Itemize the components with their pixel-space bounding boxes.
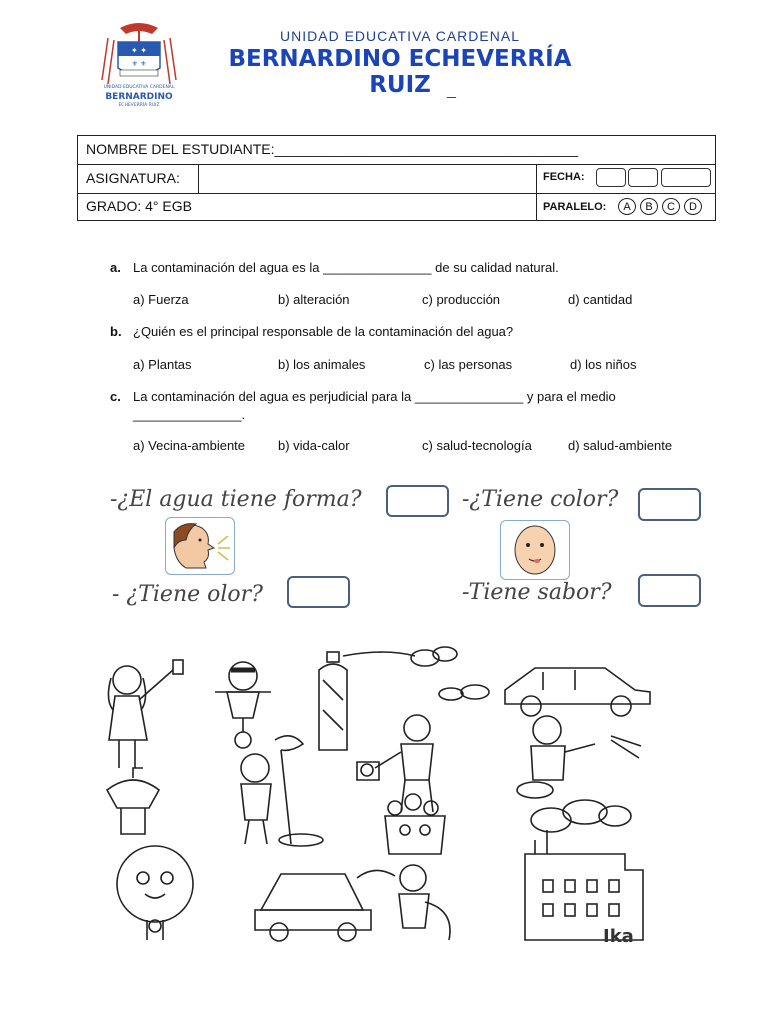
- paralelo-option-d[interactable]: D: [684, 198, 702, 215]
- boy-watering-can-figure: [357, 715, 433, 812]
- question-a-letter: a.: [110, 260, 121, 275]
- school-type: UNIDAD EDUCATIVA CARDENAL: [280, 28, 520, 44]
- girl-light-switch-figure: [108, 660, 183, 768]
- question-b-option-a[interactable]: a) Plantas: [133, 357, 192, 372]
- pollution-illustration: [95, 640, 675, 950]
- row-nombre: [78, 136, 715, 165]
- header-dash: _: [447, 82, 456, 99]
- school-name: BERNARDINO ECHEVERRÍA RUIZ: [228, 46, 572, 98]
- car-exhaust-figure: [439, 668, 650, 716]
- smell-picture: [165, 517, 235, 575]
- question-a-option-d[interactable]: d) cantidad: [568, 292, 633, 307]
- car-washing-figure: [255, 865, 450, 941]
- question-a-option-a[interactable]: a) Fuerza: [133, 292, 189, 307]
- sink-figure: [107, 768, 159, 834]
- paralelo-option-a[interactable]: A: [618, 198, 636, 215]
- answer-box-sabor[interactable]: [638, 574, 701, 607]
- answer-box-color[interactable]: [638, 488, 701, 521]
- asignatura-label: ASIGNATURA:: [86, 170, 180, 186]
- tree-face-figure: [117, 846, 193, 940]
- question-b-option-d[interactable]: d) los niños: [570, 357, 637, 372]
- girl-planting-figure: [241, 736, 323, 846]
- paralelo-option-c[interactable]: C: [662, 198, 680, 215]
- student-info-table: [77, 135, 716, 221]
- row-grado: [78, 194, 715, 220]
- question-b-option-b[interactable]: b) los animales: [278, 357, 366, 372]
- question-c-letter: c.: [110, 389, 121, 404]
- question-b-letter: b.: [110, 324, 122, 339]
- question-c-option-c[interactable]: c) salud-tecnología: [422, 438, 532, 453]
- svg-text:✦ ✦: ✦ ✦: [131, 46, 147, 55]
- bathtub-figure: [385, 794, 445, 854]
- answer-box-olor[interactable]: [287, 576, 350, 608]
- question-b-option-c[interactable]: c) las personas: [424, 357, 513, 372]
- face-icon: [501, 521, 569, 579]
- question-a-option-b[interactable]: b) alteración: [278, 292, 350, 307]
- paralelo-option-b[interactable]: B: [640, 198, 658, 215]
- answer-box-forma[interactable]: [386, 485, 449, 517]
- nose-icon: [166, 518, 234, 574]
- question-c-text: La contaminación del agua es perjudicial para la _______________ y para el medio: [133, 389, 616, 404]
- fecha-day-box[interactable]: [596, 168, 626, 187]
- fecha-label: FECHA:: [543, 171, 585, 183]
- question-c-option-a[interactable]: a) Vecina-ambiente: [133, 438, 246, 453]
- child-hose-figure: [517, 716, 641, 798]
- question-c-option-b[interactable]: b) vida-calor: [278, 438, 350, 453]
- question-sabor: -Tiene sabor?: [462, 580, 612, 605]
- child-bicycle-figure: [215, 662, 271, 748]
- question-color: -¿Tiene color?: [462, 487, 619, 512]
- paralelo-label: PARALELO:: [543, 201, 607, 213]
- question-olor: - ¿Tiene olor?: [112, 582, 263, 607]
- fecha-year-box[interactable]: [661, 168, 711, 187]
- svg-text:⚜ ⚜: ⚜ ⚜: [131, 60, 147, 68]
- svg-text:BERNARDINO: BERNARDINO: [105, 92, 173, 102]
- question-forma: -¿El agua tiene forma?: [110, 487, 362, 512]
- question-a-text: La contaminación del agua es la _______________ de su calidad natural.: [133, 260, 559, 275]
- grado-label: GRADO: 4° EGB: [86, 198, 192, 214]
- question-c-option-d[interactable]: d) salud-ambiente: [568, 438, 673, 453]
- svg-text:ECHEVERRÍA RUIZ: ECHEVERRÍA RUIZ: [118, 103, 160, 108]
- question-b-text: ¿Quién es el principal responsable de la contaminación del agua?: [133, 324, 514, 339]
- nombre-label: NOMBRE DEL ESTUDIANTE:_______________________________________: [86, 141, 579, 157]
- svg-text:UNIDAD EDUCATIVA CARDENAL: UNIDAD EDUCATIVA CARDENAL: [103, 85, 175, 90]
- taste-picture: [500, 520, 570, 580]
- factory-smoke-figure: [525, 800, 643, 940]
- question-a-option-c[interactable]: c) producción: [422, 292, 501, 307]
- school-crest: [100, 20, 178, 120]
- fecha-month-box[interactable]: [628, 168, 658, 187]
- question-c-text-continued: _______________.: [133, 407, 246, 422]
- illustrator-signature: Ika: [603, 926, 634, 947]
- row-asignatura: [78, 165, 715, 194]
- spray-can-figure: [319, 647, 457, 750]
